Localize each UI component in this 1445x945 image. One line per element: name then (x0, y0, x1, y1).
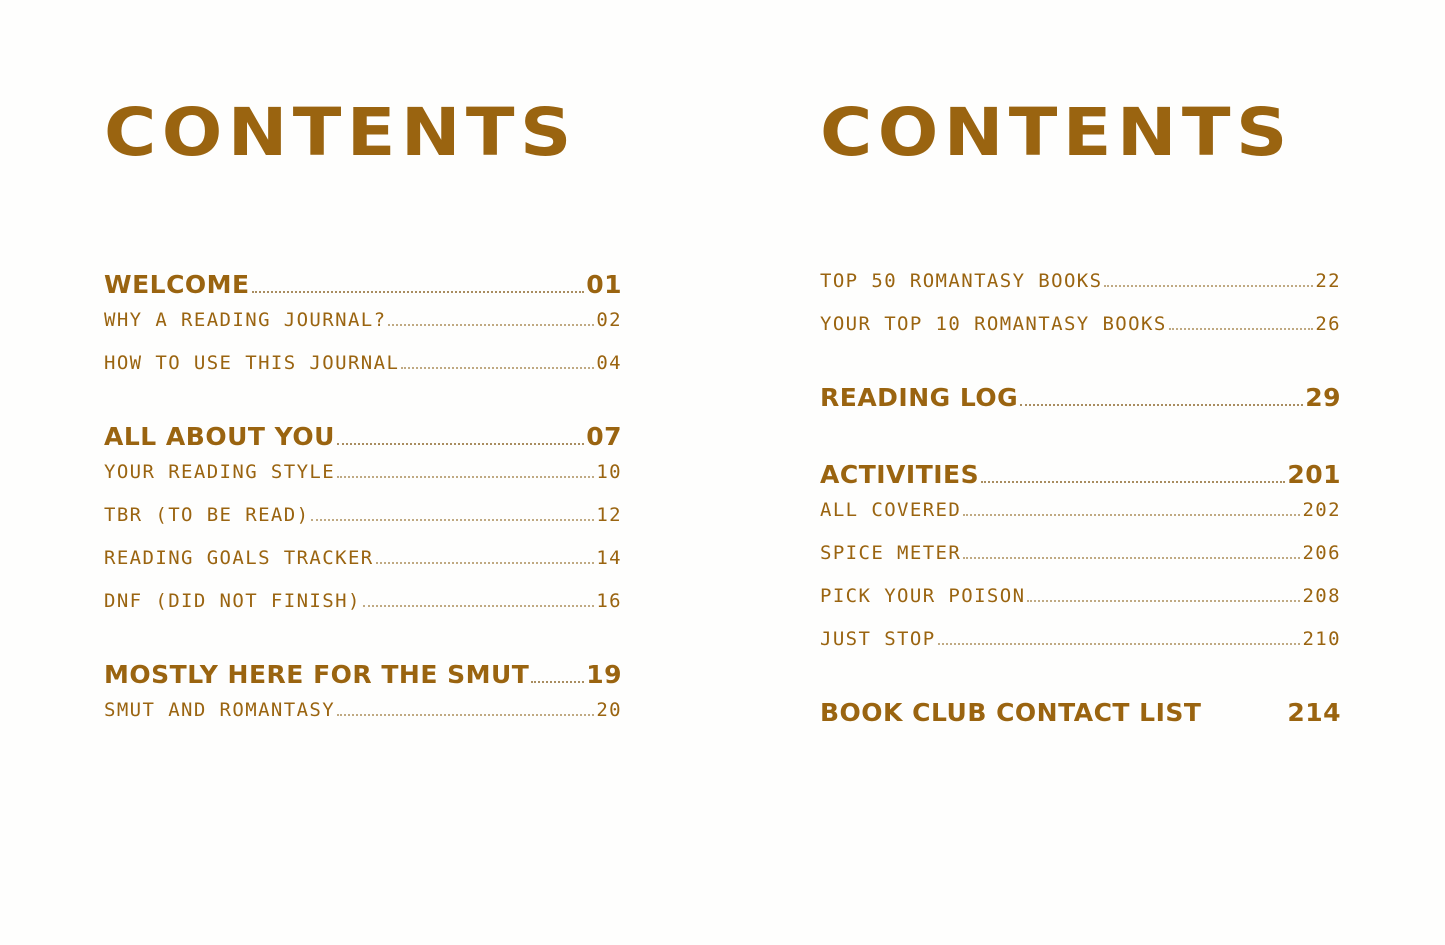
toc-entry-label: BOOK CLUB CONTACT LIST (820, 698, 1202, 727)
toc-entry[interactable] (104, 660, 622, 689)
toc-entry-label: YOUR READING STYLE (104, 461, 336, 483)
toc-list-left (104, 270, 622, 721)
toc-dot-leader (337, 442, 584, 445)
toc-group (104, 270, 622, 374)
toc-entry-page-number: 20 (596, 699, 622, 721)
toc-entry-label: WHY A READING JOURNAL? (104, 309, 387, 331)
toc-group (820, 270, 1341, 335)
toc-entry[interactable] (820, 542, 1341, 564)
toc-entry-page-number: 19 (586, 660, 622, 689)
toc-entry-page-number: 202 (1302, 499, 1341, 521)
toc-entry[interactable] (820, 383, 1341, 412)
toc-entry-label: ALL ABOUT YOU (104, 422, 335, 451)
toc-entry-page-number: 07 (586, 422, 622, 451)
toc-dot-leader (1104, 284, 1313, 287)
toc-entry[interactable] (104, 422, 622, 451)
toc-entry-page-number: 206 (1302, 542, 1341, 564)
toc-entry-page-number: 210 (1302, 628, 1341, 650)
toc-entry[interactable] (820, 585, 1341, 607)
toc-dot-leader (531, 680, 584, 683)
toc-entry-label: READING GOALS TRACKER (104, 547, 374, 569)
toc-group (820, 460, 1341, 650)
toc-entry-page-number: 16 (596, 590, 622, 612)
toc-entry-label: SMUT AND ROMANTASY (104, 699, 336, 721)
toc-entry[interactable] (104, 590, 622, 612)
toc-group (820, 383, 1341, 412)
toc-entry-page-number: 10 (596, 461, 622, 483)
toc-group (104, 660, 622, 721)
toc-entry-label: SPICE METER (820, 542, 962, 564)
toc-entry-label: PICK YOUR POISON (820, 585, 1026, 607)
toc-entry[interactable] (104, 309, 622, 331)
toc-entry-label: WELCOME (104, 270, 250, 299)
toc-dot-leader (337, 475, 594, 478)
toc-dot-leader (1020, 403, 1303, 406)
toc-entry-label: READING LOG (820, 383, 1019, 412)
toc-entry-label: ACTIVITIES (820, 460, 980, 489)
toc-group (820, 698, 1341, 727)
toc-dot-leader (963, 513, 1300, 516)
toc-entry[interactable] (104, 352, 622, 374)
toc-entry[interactable] (820, 460, 1341, 489)
toc-entry-page-number: 01 (586, 270, 622, 299)
toc-entry-page-number: 29 (1305, 383, 1341, 412)
toc-group (104, 422, 622, 612)
toc-dot-leader (376, 561, 595, 564)
toc-entry-page-number: 26 (1315, 313, 1341, 335)
toc-entry-label: TBR (TO BE READ) (104, 504, 310, 526)
toc-entry[interactable] (104, 461, 622, 483)
toc-entry[interactable] (104, 270, 622, 299)
toc-entry-label: JUST STOP (820, 628, 936, 650)
toc-entry-page-number: 04 (596, 352, 622, 374)
toc-dot-leader (938, 642, 1301, 645)
toc-entry-page-number: 214 (1287, 698, 1341, 727)
toc-entry-page-number: 12 (596, 504, 622, 526)
toc-entry[interactable] (820, 270, 1341, 292)
toc-dot-leader (1027, 599, 1300, 602)
toc-dot-leader (981, 480, 1285, 483)
toc-entry[interactable] (820, 313, 1341, 335)
toc-entry-label: YOUR TOP 10 ROMANTASY BOOKS (820, 313, 1167, 335)
toc-entry[interactable] (104, 547, 622, 569)
toc-entry-page-number: 02 (596, 309, 622, 331)
toc-dot-leader (1203, 720, 1285, 721)
toc-entry-label: TOP 50 ROMANTASY BOOKS (820, 270, 1103, 292)
toc-dot-leader (252, 290, 585, 293)
right-page (722, 0, 1445, 945)
toc-entry-label: MOSTLY HERE FOR THE SMUT (104, 660, 530, 689)
toc-entry[interactable] (820, 698, 1341, 727)
page-title-right: CONTENTS (820, 94, 1293, 171)
left-page (0, 0, 722, 945)
toc-entry[interactable] (820, 628, 1341, 650)
toc-entry-label: HOW TO USE THIS JOURNAL (104, 352, 400, 374)
toc-dot-leader (337, 713, 594, 716)
toc-entry-page-number: 14 (596, 547, 622, 569)
toc-dot-leader (963, 556, 1300, 559)
toc-dot-leader (311, 518, 594, 521)
toc-dot-leader (1169, 327, 1314, 330)
toc-dot-leader (363, 604, 595, 607)
toc-list-right (820, 270, 1341, 727)
toc-dot-leader (388, 323, 594, 326)
toc-dot-leader (401, 366, 594, 369)
toc-entry-label: ALL COVERED (820, 499, 962, 521)
page-title-left: CONTENTS (104, 94, 577, 171)
toc-entry[interactable] (820, 499, 1341, 521)
toc-entry[interactable] (104, 504, 622, 526)
toc-entry-page-number: 208 (1302, 585, 1341, 607)
toc-entry-page-number: 201 (1287, 460, 1341, 489)
toc-entry-page-number: 22 (1315, 270, 1341, 292)
toc-entry-label: DNF (DID NOT FINISH) (104, 590, 361, 612)
toc-entry[interactable] (104, 699, 622, 721)
